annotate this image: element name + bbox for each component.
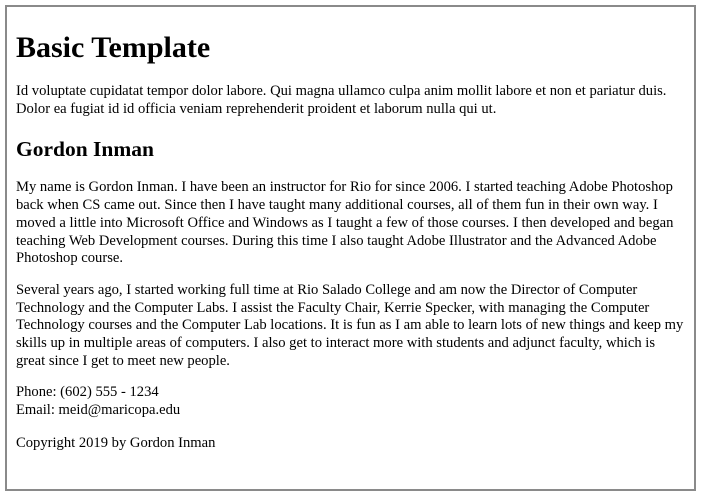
- page-title: Basic Template: [16, 31, 211, 64]
- bio-paragraph-2: Several years ago, I started working full time at Rio Salado College and am now the Director of Computer Technology and the Computer Labs. I assist the Faculty Chair, Kerrie Specker, with managing the Computer Technology courses and the Computer Lab locations. It is fun as I am able to learn lots of new things and keep my skills up in multiple areas of computers. I also get to interact more with students and adjunct faculty, which is great since I get to meet new people.: [16, 281, 684, 369]
- phone-text: Phone: (602) 555 - 1234: [16, 384, 159, 401]
- page-content: [16, 7, 686, 453]
- section-heading: Gordon Inman: [16, 137, 154, 162]
- copyright-text: Copyright 2019 by Gordon Inman: [16, 434, 216, 451]
- email-text: Email: meid@maricopa.edu: [16, 402, 181, 419]
- contact-block: [16, 384, 686, 419]
- bio-paragraph-1: My name is Gordon Inman. I have been an instructor for Rio for since 2006. I started teaching Adobe Photoshop back when CS came out. Since then I have taught many additional courses, all of them fun in their own way. I moved a little into Microsoft Office and Windows as I taught a few of those courses. I then developed and began teaching Web Development courses. During this time I also taught Adobe Illustrator and the Advanced Adobe Photoshop course.: [16, 179, 674, 267]
- intro-paragraph: Id voluptate cupidatat tempor dolor labore. Qui magna ullamco culpa anim mollit labore et non et pariatur duis. Dolor ea fugiat id id officia veniam reprehenderit proident et laborum nulla qui ut.: [16, 83, 667, 117]
- page-frame: [5, 5, 696, 491]
